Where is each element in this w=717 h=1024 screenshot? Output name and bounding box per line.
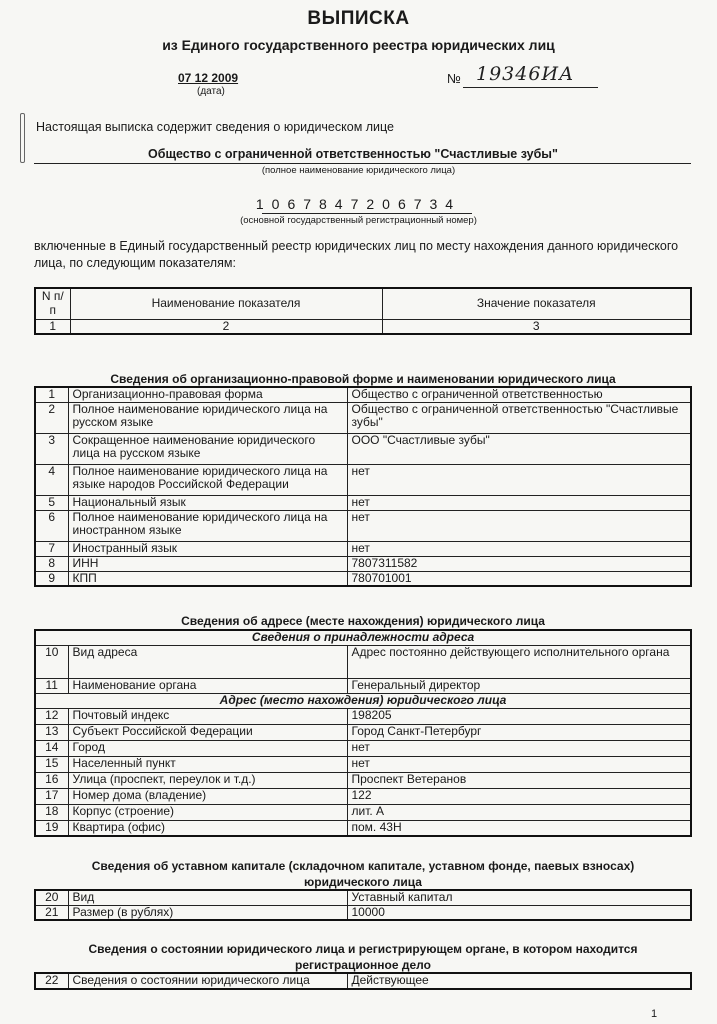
row-label: Вид адреса	[68, 645, 347, 678]
row-label: Корпус (строение)	[68, 804, 347, 820]
row-value: 122	[347, 788, 691, 804]
column-header-table	[34, 287, 692, 335]
table-row	[35, 495, 691, 510]
issue-date: 07 12 2009	[178, 71, 239, 85]
row-value: лит. А	[347, 804, 691, 820]
row-number: 13	[35, 724, 68, 740]
row-number: 7	[35, 541, 68, 556]
row-number: 16	[35, 772, 68, 788]
row-label: Субъект Российской Федерации	[68, 724, 347, 740]
row-value: 7807311582	[347, 556, 691, 571]
table-row	[35, 724, 691, 740]
row-number: 2	[35, 402, 68, 433]
row-number: 8	[35, 556, 68, 571]
row-value: Общество с ограниченной ответственностью "Счастливые зубы"	[347, 402, 691, 433]
table-row	[35, 772, 691, 788]
row-value: нет	[347, 510, 691, 541]
row-number: 11	[35, 678, 68, 693]
handwritten-number: 19346ИА	[476, 63, 575, 85]
table-row	[35, 788, 691, 804]
table-row	[35, 433, 691, 464]
org-full-name: Общество с ограниченной ответственностью "Счастливые зубы"	[148, 147, 558, 161]
row-label: Полное наименование юридического лица на иностранном языке	[68, 510, 347, 541]
issue-date-caption: (дата)	[197, 86, 225, 97]
table-row	[35, 510, 691, 541]
ogrn-caption: (основной государственный регистрационный номер)	[240, 215, 477, 226]
row-value: Действующее	[347, 973, 691, 989]
table-row	[35, 387, 691, 402]
row-label: Вид	[68, 890, 347, 905]
section-3-title-line-2: юридического лица	[304, 875, 422, 889]
col-index-2: 2	[70, 319, 382, 334]
row-label: Полное наименование юридического лица на языке народов Российской Федерации	[68, 464, 347, 495]
table-row	[35, 973, 691, 989]
ogrn-number: 1067847206734	[255, 196, 462, 212]
row-label: Иностранный язык	[68, 541, 347, 556]
table-row	[35, 708, 691, 724]
number-label: №	[447, 71, 461, 86]
row-label: Сведения о состоянии юридического лица	[68, 973, 347, 989]
row-number: 1	[35, 387, 68, 402]
row-label: Город	[68, 740, 347, 756]
row-value: 780701001	[347, 571, 691, 586]
table-row	[35, 464, 691, 495]
document-subtitle: из Единого государственного реестра юридических лиц	[162, 37, 555, 53]
row-label: Национальный язык	[68, 495, 347, 510]
ogrn-underline	[262, 213, 472, 214]
subsection-row	[35, 630, 691, 645]
number-underline	[463, 87, 598, 88]
section-4-title-line-2: регистрационное дело	[295, 958, 431, 972]
section-4-title-line-1: Сведения о состоянии юридического лица и регистрирующем органе, в котором находится	[88, 942, 638, 956]
section-3-title-line-1: Сведения об уставном капитале (складочном капитале, уставном фонде, паевых взносах)	[91, 859, 635, 873]
row-number: 9	[35, 571, 68, 586]
table-row	[35, 820, 691, 836]
intro-paragraph: включенные в Единый государственный реестр юридических лиц по месту нахождения данного юридического лица, по следующим показателям:	[34, 239, 679, 270]
row-label: КПП	[68, 571, 347, 586]
row-number: 14	[35, 740, 68, 756]
org-name-underline	[34, 163, 691, 164]
section-2-table	[34, 629, 692, 837]
staple-mark	[20, 113, 25, 163]
subsection-row	[35, 693, 691, 708]
row-value: 198205	[347, 708, 691, 724]
row-label: Размер (в рублях)	[68, 905, 347, 920]
row-number: 6	[35, 510, 68, 541]
col-header-name: Наименование показателя	[70, 288, 382, 319]
table-row	[35, 541, 691, 556]
section-1-title: Сведения об организационно-правовой форме и наименовании юридического лица	[110, 372, 616, 386]
page-number: 1	[651, 1008, 658, 1020]
col-header-value: Значение показателя	[382, 288, 691, 319]
row-label: Наименование органа	[68, 678, 347, 693]
table-row	[35, 402, 691, 433]
row-number: 17	[35, 788, 68, 804]
org-name-caption: (полное наименование юридического лица)	[261, 165, 456, 176]
table-row	[35, 740, 691, 756]
subsection-title-address: Адрес (место нахождения) юридического лица	[35, 693, 691, 708]
table-row	[35, 756, 691, 772]
row-number: 22	[35, 973, 68, 989]
row-label: Полное наименование юридического лица на русском языке	[68, 402, 347, 433]
subsection-title-ownership: Сведения о принадлежности адреса	[35, 630, 691, 645]
row-label: Населенный пункт	[68, 756, 347, 772]
row-value: нет	[347, 541, 691, 556]
row-label: Организационно-правовая форма	[68, 387, 347, 402]
section-4-title	[34, 941, 692, 973]
row-value: нет	[347, 464, 691, 495]
row-value: Генеральный директор	[347, 678, 691, 693]
row-value: Проспект Ветеранов	[347, 772, 691, 788]
row-number: 5	[35, 495, 68, 510]
intro-text: Настоящая выписка содержит сведения о юридическом лице	[36, 120, 395, 134]
row-value: 10000	[347, 905, 691, 920]
section-1-rows	[35, 387, 691, 586]
table-row	[35, 571, 691, 586]
row-value: Адрес постоянно действующего исполнительного органа	[347, 645, 691, 678]
row-number: 20	[35, 890, 68, 905]
row-label: Сокращенное наименование юридического лица на русском языке	[68, 433, 347, 464]
row-number: 3	[35, 433, 68, 464]
row-label: Почтовый индекс	[68, 708, 347, 724]
document-title: ВЫПИСКА	[307, 8, 410, 29]
section-3-title	[34, 858, 692, 890]
row-label: ИНН	[68, 556, 347, 571]
row-value: Общество с ограниченной ответственностью	[347, 387, 691, 402]
row-value: нет	[347, 740, 691, 756]
row-number: 15	[35, 756, 68, 772]
row-label: Квартира (офис)	[68, 820, 347, 836]
row-number: 18	[35, 804, 68, 820]
table-row	[35, 678, 691, 693]
row-number: 12	[35, 708, 68, 724]
row-value: нет	[347, 756, 691, 772]
row-number: 4	[35, 464, 68, 495]
row-label: Улица (проспект, переулок и т.д.)	[68, 772, 347, 788]
col-index-1: 1	[35, 319, 70, 334]
row-label: Номер дома (владение)	[68, 788, 347, 804]
section-1-table	[34, 386, 692, 587]
row-number: 10	[35, 645, 68, 678]
section-2-title: Сведения об адресе (месте нахождения) юридического лица	[181, 614, 545, 628]
row-number: 19	[35, 820, 68, 836]
row-value: Город Санкт-Петербург	[347, 724, 691, 740]
col-header-number: N п/п	[35, 288, 70, 319]
row-number: 21	[35, 905, 68, 920]
table-row	[35, 905, 691, 920]
row-value: пом. 43Н	[347, 820, 691, 836]
row-value: нет	[347, 495, 691, 510]
section-4-table	[34, 972, 692, 990]
row-value: Уставный капитал	[347, 890, 691, 905]
row-value: ООО "Счастливые зубы"	[347, 433, 691, 464]
table-row	[35, 890, 691, 905]
col-index-3: 3	[382, 319, 691, 334]
table-row	[35, 556, 691, 571]
table-row	[35, 645, 691, 678]
table-row	[35, 804, 691, 820]
section-3-table	[34, 889, 692, 921]
